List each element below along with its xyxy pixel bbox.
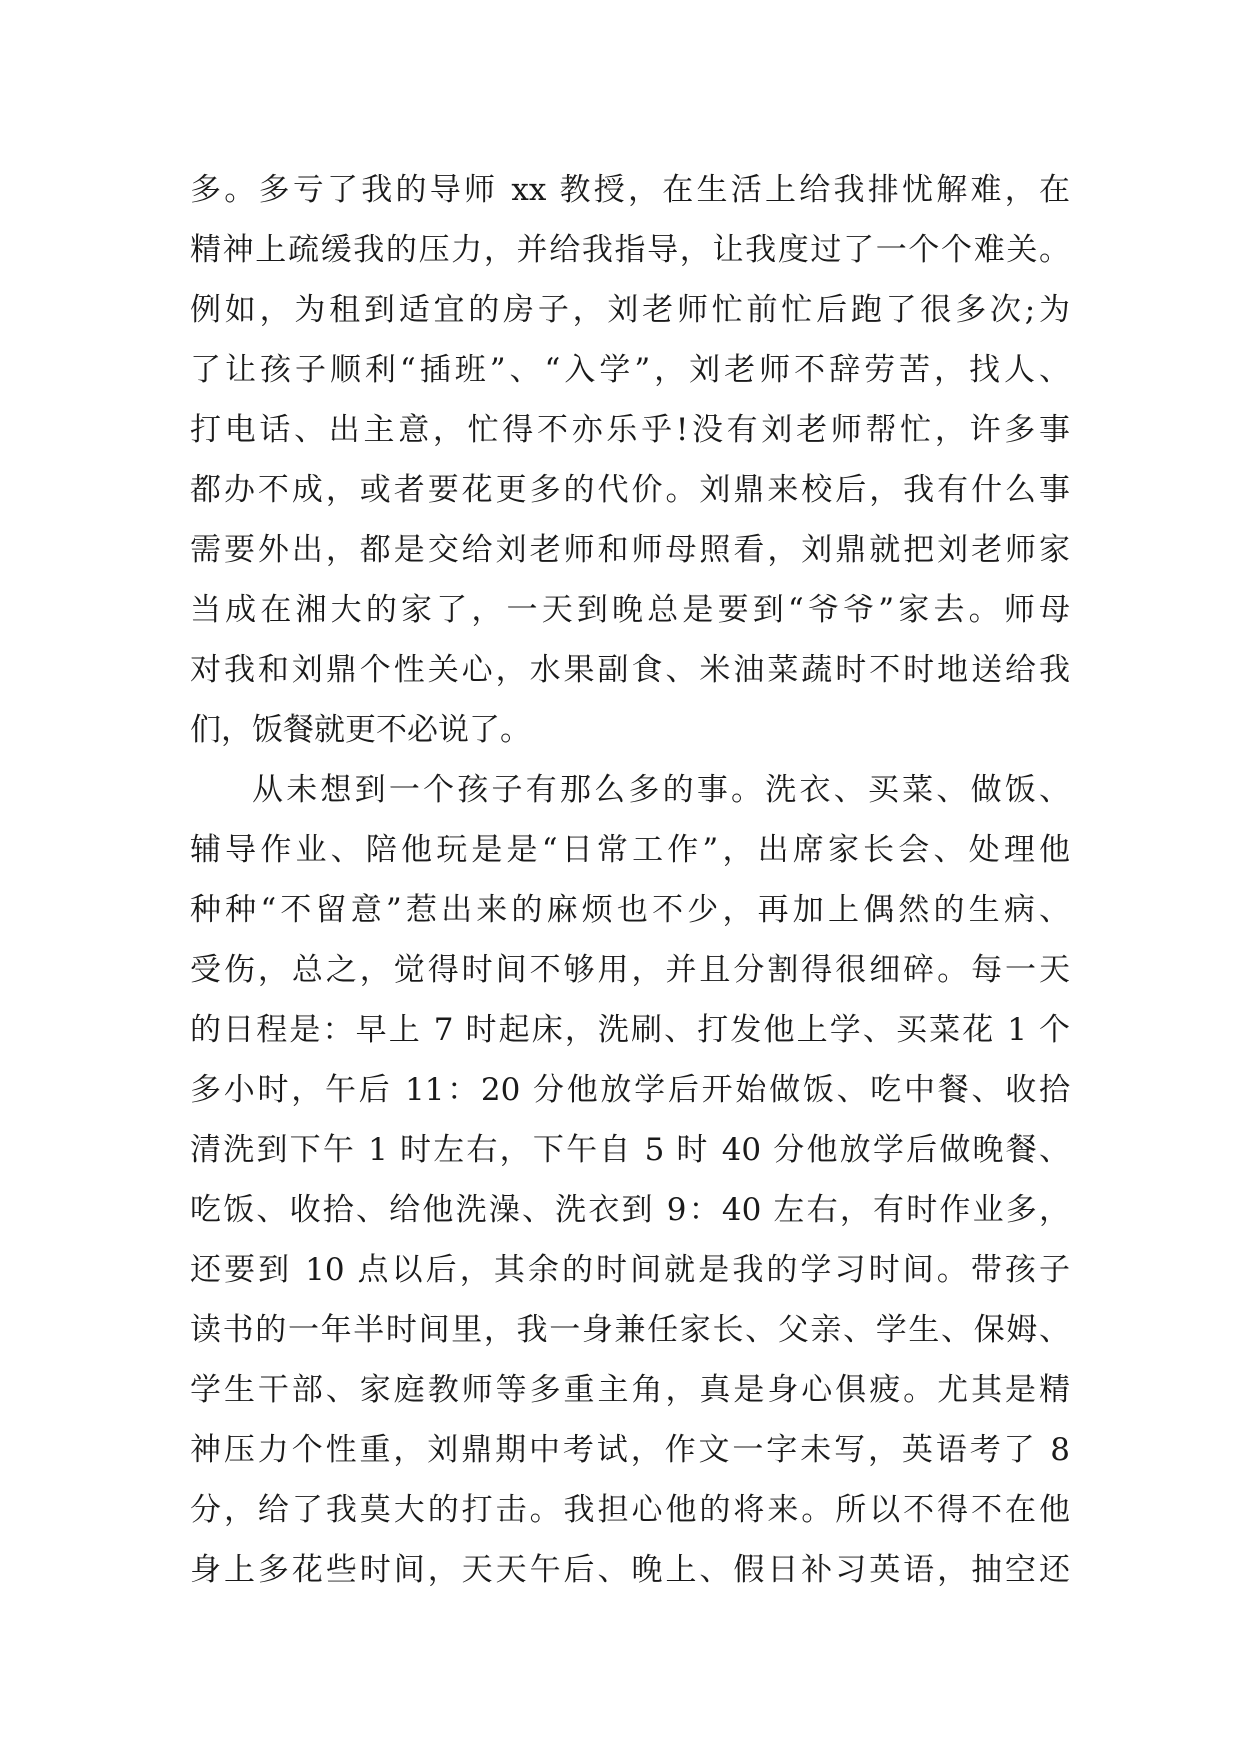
- text-line: 多小时，午后 11：20 分他放学后开始做饭、吃中餐、收拾: [190, 1072, 1070, 1108]
- text-line: 学生干部、家庭教师等多重主角，真是身心俱疲。尤其是精: [190, 1372, 1070, 1408]
- text-line: 分，给了我莫大的打击。我担心他的将来。所以不得不在他: [190, 1492, 1070, 1528]
- text-line: 对我和刘鼎个性关心，水果副食、米油菜蔬时不时地送给我: [190, 652, 1070, 688]
- text-line: 还要到 10 点以后，其余的时间就是我的学习时间。带孩子: [190, 1252, 1070, 1288]
- text-line: 神压力个性重，刘鼎期中考试，作文一字未写，英语考了 8: [190, 1432, 1070, 1468]
- text-line: 多。多亏了我的导师 xx 教授，在生活上给我排忧解难，在: [190, 172, 1070, 208]
- text-line: 打电话、出主意，忙得不亦乐乎!没有刘老师帮忙，许多事: [190, 412, 1070, 448]
- text-line: 需要外出，都是交给刘老师和师母照看，刘鼎就把刘老师家: [190, 532, 1070, 568]
- text-line: 了让孩子顺利“插班”、“入学”，刘老师不辞劳苦，找人、: [190, 352, 1070, 388]
- text-line: 身上多花些时间，天天午后、晚上、假日补习英语，抽空还: [190, 1552, 1070, 1588]
- paragraph-1: [190, 160, 1070, 760]
- text-line: 精神上疏缓我的压力，并给我指导，让我度过了一个个难关。: [190, 232, 1070, 268]
- text-line: 从未想到一个孩子有那么多的事。洗衣、买菜、做饭、: [252, 772, 1070, 808]
- text-line: 们，饭餐就更不必说了。: [190, 712, 531, 748]
- text-line: 受伤，总之，觉得时间不够用，并且分割得很细碎。每一天: [190, 952, 1070, 988]
- text-line: 辅导作业、陪他玩是是“日常工作”，出席家长会、处理他: [190, 832, 1070, 868]
- text-line: 例如，为租到适宜的房子，刘老师忙前忙后跑了很多次;为: [190, 292, 1070, 328]
- text-line: 种种“不留意”惹出来的麻烦也不少，再加上偶然的生病、: [190, 892, 1070, 928]
- text-line: 读书的一年半时间里，我一身兼任家长、父亲、学生、保姆、: [190, 1312, 1070, 1348]
- paragraph-2: [190, 760, 1070, 1600]
- body-text: [190, 160, 1070, 1600]
- text-line: 清洗到下午 1 时左右，下午自 5 时 40 分他放学后做晚餐、: [190, 1132, 1070, 1168]
- text-line: 的日程是：早上 7 时起床，洗刷、打发他上学、买菜花 1 个: [190, 1012, 1070, 1048]
- text-line: 都办不成，或者要花更多的代价。刘鼎来校后，我有什么事: [190, 472, 1070, 508]
- text-line: 吃饭、收拾、给他洗澡、洗衣到 9：40 左右，有时作业多，: [190, 1192, 1070, 1228]
- text-line: 当成在湘大的家了，一天到晚总是要到“爷爷”家去。师母: [190, 592, 1070, 628]
